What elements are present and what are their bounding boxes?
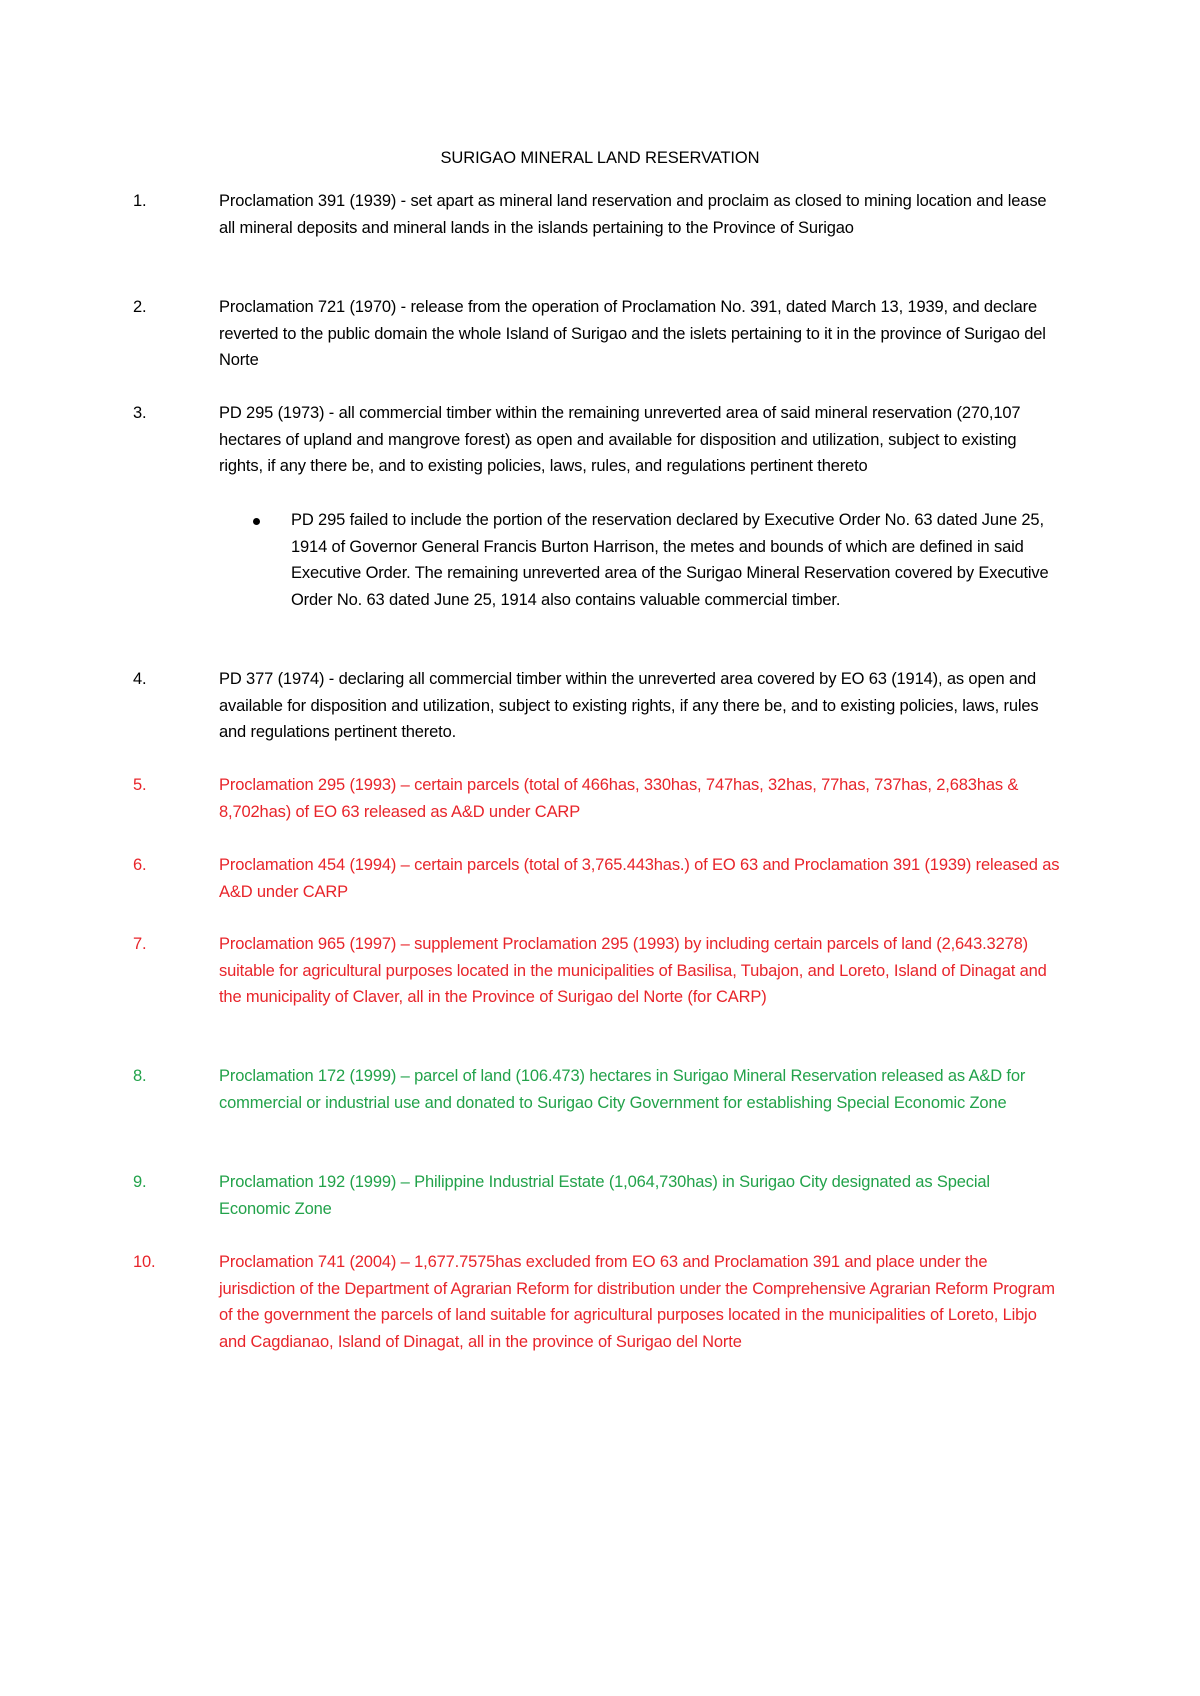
list-item-number: 9. <box>133 1173 147 1191</box>
bullet-icon <box>253 518 260 525</box>
list-item-4 <box>133 666 1061 746</box>
list-item-text: Proclamation 192 (1999) – Philippine Industrial Estate (1,064,730has) in Surigao City designated as Special Economic Zone <box>219 1173 990 1218</box>
list-item-number: 1. <box>133 192 147 210</box>
list-item-text: Proclamation 454 (1994) – certain parcels (total of 3,765.443has.) of EO 63 and Proclamation 391 (1939) released as A&D under CARP <box>219 856 1060 901</box>
list-item-text: PD 377 (1974) - declaring all commercial timber within the unreverted area covered by EO 63 (1914), as open and available for disposition and utilization, subject to existing rights, if any there be, and to existing policies, laws, rules and regulations pertinent thereto. <box>219 670 1039 742</box>
list-item-text: Proclamation 741 (2004) – 1,677.7575has excluded from EO 63 and Proclamation 391 and place under the jurisdiction of the Department of Agrarian Reform for distribution under the Comprehensive Agrarian Reform Program of the government the parcels of land suitable for agricultural purposes located in the municipalities of Loreto, Libjo and Cagdianao, Island of Dinagat, all in the province of Surigao del Norte <box>219 1253 1055 1351</box>
list-item-9 <box>133 1169 1061 1222</box>
list-item-2 <box>133 294 1061 374</box>
list-item-8 <box>133 1063 1061 1116</box>
list-item-number: 4. <box>133 670 147 688</box>
list-item-10 <box>133 1249 1061 1355</box>
list-item-1 <box>133 188 1061 241</box>
list-item-number: 8. <box>133 1067 147 1085</box>
list-item-number: 2. <box>133 298 147 316</box>
list-item-text: Proclamation 172 (1999) – parcel of land (106.473) hectares in Surigao Mineral Reservation released as A&D for commercial or industrial use and donated to Surigao City Government for establishing Special Economic Zone <box>219 1067 1026 1112</box>
sub-bullet-item <box>291 507 1063 613</box>
list-item-number: 10. <box>133 1253 156 1271</box>
sub-bullet-text: PD 295 failed to include the portion of the reservation declared by Executive Order No. 63 dated June 25, 1914 of Governor General Francis Burton Harrison, the metes and bounds of which are defined in said Executive Order. The remaining unreverted area of the Surigao Mineral Reservation covered by Executive Order No. 63 dated June 25, 1914 also contains valuable commercial timber. <box>291 511 1049 609</box>
list-item-6 <box>133 852 1061 905</box>
list-item-text: Proclamation 721 (1970) - release from the operation of Proclamation No. 391, dated March 13, 1939, and declare reverted to the public domain the whole Island of Surigao and the islets pertaining to it in the province of Surigao del Norte <box>219 298 1046 370</box>
list-item-text: Proclamation 391 (1939) - set apart as mineral land reservation and proclaim as closed to mining location and lease all mineral deposits and mineral lands in the islands pertaining to the Province of Surigao <box>219 192 1047 237</box>
list-item-number: 5. <box>133 776 147 794</box>
list-item-number: 7. <box>133 935 147 953</box>
list-item-text: Proclamation 965 (1997) – supplement Proclamation 295 (1993) by including certain parcels of land (2,643.3278) suitable for agricultural purposes located in the municipalities of Basilisa, Tubajon, and Loreto, Island of Dinagat and the municipality of Claver, all in the Province of Surigao del Norte (for CARP) <box>219 935 1047 1007</box>
list-item-3 <box>133 400 1061 480</box>
list-item-number: 3. <box>133 404 147 422</box>
document-title: SURIGAO MINERAL LAND RESERVATION <box>440 149 760 167</box>
list-item-5 <box>133 772 1061 825</box>
list-item-7 <box>133 931 1061 1011</box>
list-item-text: Proclamation 295 (1993) – certain parcels (total of 466has, 330has, 747has, 32has, 77has, 737has, 2,683has & 8,702has) of EO 63 released as A&D under CARP <box>219 776 1019 821</box>
list-item-text: PD 295 (1973) - all commercial timber within the remaining unreverted area of said mineral reservation (270,107 hectares of upland and mangrove forest) as open and available for disposition and utilization, subject to existing rights, if any there be, and to existing policies, laws, rules, and regulations pertinent thereto <box>219 404 1021 476</box>
list-item-number: 6. <box>133 856 147 874</box>
